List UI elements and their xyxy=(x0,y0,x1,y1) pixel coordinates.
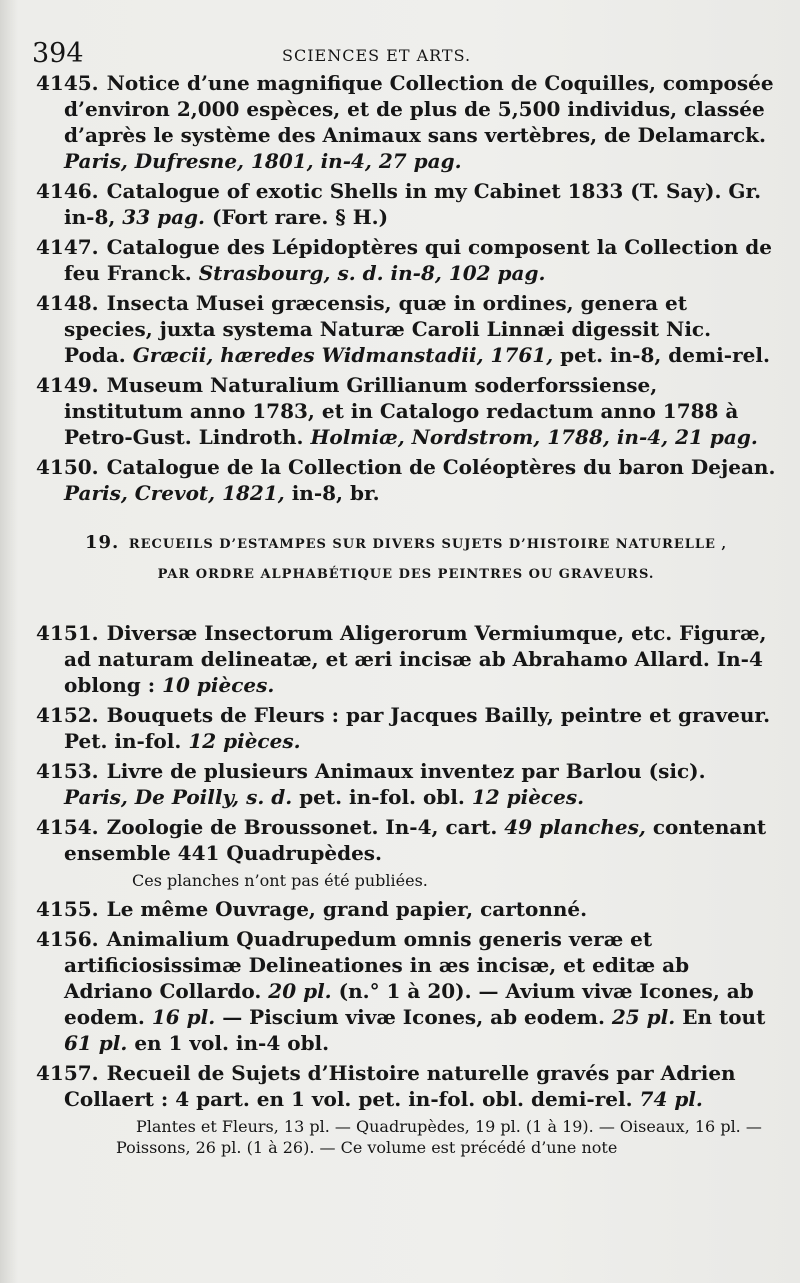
entry-imprint: Strasbourg, s. d. in-8, 102 pag. xyxy=(198,261,546,285)
entry-number: 4148. xyxy=(36,291,99,315)
entry-text: Catalogue of exotic Shells in my Cabinet 1833 (T. Say). Gr. in-8, xyxy=(64,179,762,229)
entry-tail: pet. in-fol. obl. xyxy=(299,785,465,809)
entry-imprint-2: 12 pièces. xyxy=(471,785,585,809)
entry-imprint: Paris, Crevot, 1821, xyxy=(64,481,285,505)
entry-imprint: Paris, Dufresne, 1801, in-4, 27 pag. xyxy=(64,149,462,173)
catalogue-entry-4149 xyxy=(36,372,776,450)
entry-text: Zoologie de Broussonet. In-4, cart. xyxy=(106,815,498,839)
entry-imprint: Holmiæ, Nordstrom, 1788, in-4, 21 pag. xyxy=(310,425,758,449)
page-number: 394 xyxy=(32,38,84,69)
entry-tail-4: en 1 vol. in-4 obl. xyxy=(134,1031,330,1055)
entry-text: Catalogue de la Collection de Coléoptères du baron Dejean. xyxy=(106,455,776,479)
entry-text: Museum Naturalium Grillianum soderforssiense, institutum anno 1783, et in Catalogo redactum anno 1788 à Petro-Gust. Lindroth. xyxy=(64,373,739,449)
running-head-title: SCIENCES ET ARTS. xyxy=(282,46,472,65)
catalogue-entry-4151 xyxy=(36,620,776,698)
catalogue-entry-4153 xyxy=(36,758,776,810)
catalogue-entry-4155 xyxy=(36,896,776,922)
section-title-line1: RECUEILS D’ESTAMPES SUR DIVERS SUJETS D’HISTOIRE NATURELLE , xyxy=(128,537,728,552)
entry-text: Diversæ Insectorum Aligerorum Vermiumque, etc. Figuræ, ad naturam delineatæ, et æri incisæ ab Abrahamo Allard. In-4 oblong : xyxy=(64,621,767,697)
catalogue-content xyxy=(36,70,776,1158)
entry-tail-3: En tout xyxy=(682,1005,766,1029)
running-head xyxy=(32,38,772,68)
entry-number: 4151. xyxy=(36,621,99,645)
entry-tail: (Fort rare. § H.) xyxy=(211,205,389,229)
entry-imprint: 12 pièces. xyxy=(188,729,301,753)
entry-imprint: 74 pl. xyxy=(639,1087,703,1111)
entry-imprint-4: 61 pl. xyxy=(64,1031,128,1055)
entry-number: 4154. xyxy=(36,815,99,839)
catalogue-entry-4154 xyxy=(36,814,776,866)
entry-text: Livre de plusieurs Animaux inventez par Barlou (sic). xyxy=(106,759,706,783)
entry-note-4157: Plantes et Fleurs, 13 pl. — Quadrupèdes, 19 pl. (1 à 19). — Oiseaux, 16 pl. — Poissons, 26 pl. (1 à 26). — Ce volume est précédé d’une note xyxy=(116,1117,762,1157)
entry-number: 4157. xyxy=(36,1061,99,1085)
entry-number: 4152. xyxy=(36,703,99,727)
entry-imprint: 49 planches, xyxy=(504,815,646,839)
catalogue-entry-4157 xyxy=(36,1060,776,1112)
entry-number: 4149. xyxy=(36,373,99,397)
entry-number: 4156. xyxy=(36,927,99,951)
entry-text: Insecta Musei græcensis, quæ in ordines, genera et species, juxta systema Naturæ Caroli Linnæi digessit Nic. Poda. xyxy=(64,291,712,367)
entry-number: 4150. xyxy=(36,455,99,479)
catalogue-entry-4150 xyxy=(36,454,776,506)
entry-number: 4145. xyxy=(36,71,99,95)
section-heading xyxy=(36,532,776,588)
entry-imprint: 33 pag. xyxy=(122,205,205,229)
entry-tail: pet. in-8, demi-rel. xyxy=(560,343,770,367)
entry-tail-2: — Piscium vivæ Icones, ab eodem. xyxy=(222,1005,605,1029)
section-number: 19. xyxy=(84,532,120,553)
entry-text: Le même Ouvrage, grand papier, cartonné. xyxy=(106,897,588,921)
catalogue-entry-4146 xyxy=(36,178,776,230)
entry-tail: contenant ensemble 441 Quadrupèdes. xyxy=(64,815,767,865)
entry-text: Recueil de Sujets d’Histoire naturelle gravés par Adrien Collaert : 4 part. en 1 vol. pet. in-fol. obl. demi-rel. xyxy=(64,1061,736,1111)
entry-tail: (n.° 1 à 20). — Avium vivæ Icones, ab eodem. xyxy=(64,979,754,1029)
entry-text: Catalogue des Lépidoptères qui composent la Collection de feu Franck. xyxy=(64,235,773,285)
catalogue-entry-4148 xyxy=(36,290,776,368)
catalogue-entry-4152 xyxy=(36,702,776,754)
entry-number: 4155. xyxy=(36,897,99,921)
entry-text: Bouquets de Fleurs : par Jacques Bailly, peintre et graveur. Pet. in-fol. xyxy=(64,703,771,753)
entry-tail: in-8, br. xyxy=(291,481,380,505)
section-title-line2: PAR ORDRE ALPHABÉTIQUE DES PEINTRES OU GRAVEURS. xyxy=(157,567,655,582)
entry-imprint: Paris, De Poilly, s. d. xyxy=(64,785,293,809)
entry-number: 4147. xyxy=(36,235,99,259)
catalogue-entry-4147 xyxy=(36,234,776,286)
catalogue-entry-4145 xyxy=(36,70,776,174)
entry-imprint: Græcii, hæredes Widmanstadii, 1761, xyxy=(132,343,554,367)
entry-text: Animalium Quadrupedum omnis generis veræ et artificiosissimæ Delineationes in æs incisæ, et editæ ab Adriano Collardo. xyxy=(64,927,690,1003)
entry-number: 4146. xyxy=(36,179,99,203)
entry-imprint-3: 25 pl. xyxy=(611,1005,676,1029)
entry-imprint-2: 16 pl. xyxy=(151,1005,216,1029)
section-heading-line1 xyxy=(36,532,776,556)
entry-note-4154: Ces planches n’ont pas été publiées. xyxy=(132,871,428,890)
entry-text: Notice d’une magnifique Collection de Coquilles, composée d’environ 2,000 espèces, et de plus de 5,500 individus, classée d’après le système des Animaux sans vertèbres, de Delamarck. xyxy=(64,71,774,147)
entry-imprint: 20 pl. xyxy=(268,979,332,1003)
entry-imprint: 10 pièces. xyxy=(162,673,275,697)
catalogue-entry-4156 xyxy=(36,926,776,1056)
entry-number: 4153. xyxy=(36,759,99,783)
